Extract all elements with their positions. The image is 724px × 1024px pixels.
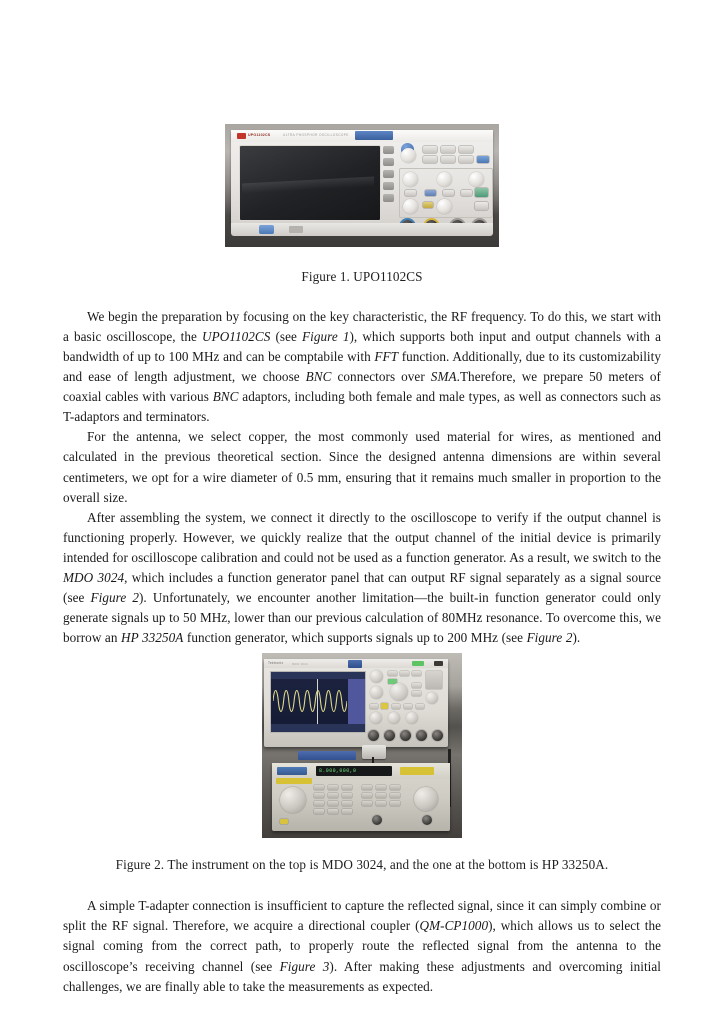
figure-1-block — [63, 124, 661, 252]
directional-coupler — [362, 745, 386, 759]
display-top-banner — [271, 672, 365, 679]
control-knob — [437, 199, 452, 214]
panel-button — [328, 801, 338, 806]
panel-button — [441, 146, 455, 153]
scope-front-panel — [368, 670, 445, 743]
oscilloscope-body — [231, 130, 493, 224]
panel-button — [376, 801, 386, 806]
side-button — [383, 182, 394, 190]
side-button — [383, 194, 394, 202]
figure-1-photo — [225, 124, 499, 247]
control-knob — [370, 670, 383, 683]
waveform-trace — [273, 679, 347, 724]
bnc-output-connector — [372, 815, 382, 825]
paragraph-directional-coupler: A simple T-adapter connection is insufficient to capture the reflected signal, since it can simply combine or split the RF signal. Therefore, we acquire a directional coupler (QM-CP1000), which allows us to select the signal coming from the correct path, to properly route the reflected signal from the antenna to the oscilloscope’s receiving channel (see Figure 3). After making these adjustments and overcoming initial challenges, we are finally able to take the measurements as expected. — [63, 898, 661, 994]
panel-button — [390, 785, 400, 790]
usb-port-icon — [289, 226, 303, 233]
panel-button — [412, 683, 421, 688]
panel-button — [390, 793, 400, 798]
bnc-connector-ch4 — [416, 730, 427, 741]
panel-button — [362, 801, 372, 806]
bnc-sync-connector — [422, 815, 432, 825]
oscilloscope-front-foot — [231, 223, 493, 236]
panel-button — [362, 793, 372, 798]
bnc-connector-ch2 — [384, 730, 395, 741]
unit-logo-icon — [237, 133, 246, 139]
mdo3024-oscilloscope — [264, 659, 448, 747]
figure-2-block — [63, 653, 661, 843]
panel-button — [416, 704, 424, 709]
panel-button-blue — [477, 156, 489, 163]
panel-button — [328, 809, 338, 814]
control-knob — [403, 199, 418, 214]
panel-button — [328, 785, 338, 790]
panel-button — [376, 793, 386, 798]
control-knob — [469, 172, 484, 187]
generator-display — [316, 766, 392, 776]
scope-display — [270, 671, 366, 733]
display-bottom-banner — [271, 724, 365, 732]
screen-side-buttons — [383, 146, 395, 206]
figure-1-caption: Figure 1. UPO1102CS — [301, 269, 423, 284]
generator-main-knob — [280, 787, 306, 813]
oscilloscope-screen — [239, 145, 381, 221]
keypad-block — [426, 671, 442, 689]
control-knob — [370, 686, 383, 699]
panel-button — [362, 785, 372, 790]
panel-button — [423, 146, 437, 153]
panel-button-yellow — [423, 202, 433, 208]
panel-button — [423, 156, 437, 163]
panel-button — [314, 793, 324, 798]
oscilloscope-top-bar — [231, 130, 493, 142]
paragraph-antenna-copper: For the antenna, we select copper, the most commonly used material for wires, as mentioned and calculated in the previous theoretical section. Since the designed antenna dimensions are within several centimeters, we opt for a wire diameter of 0.5 mm, ensuring that it remains much smaller in proportion to the overall size. — [63, 429, 661, 505]
panel-button — [475, 202, 488, 210]
panel-button — [400, 671, 409, 676]
front-panel-controls — [397, 144, 489, 220]
hp33250a-function-generator — [272, 763, 450, 831]
figure-2-photo — [262, 653, 462, 838]
panel-button — [405, 190, 416, 196]
panel-button — [412, 671, 421, 676]
side-button — [383, 170, 394, 178]
main-control-knob — [390, 683, 408, 701]
paragraph-assembly: After assembling the system, we connect it directly to the oscilloscope to verify if the output channel is functioning properly. However, we quickly realize that the output channel of the initial device is primarily intended for oscilloscope calibration and could not be used as a function generator. As a result, we switch to the MDO 3024, which includes a function generator panel that can output RF signal separately as a signal source (see Figure 2). Unfortunately, we encounter another limitation—the built-in function generator could only generate signals up to 50 MHz, lower than our previous calculation of 80MHz resonance. To overcome this, we borrow an HP 33250A function generator, which supports signals up to 200 MHz (see Figure 2). — [63, 509, 662, 646]
device-subtitle-text: ULTRA PHOSPHOR OSCILLOSCOPE — [283, 133, 349, 137]
panel-button — [459, 146, 473, 153]
blue-badge — [355, 131, 393, 140]
panel-button — [388, 671, 397, 676]
power-button — [259, 225, 274, 234]
brand-model-text: UPO1102CS — [248, 132, 271, 137]
control-knob — [437, 172, 452, 187]
black-button — [434, 661, 443, 666]
hp-logo-icon — [277, 767, 307, 775]
control-knob — [370, 712, 382, 724]
blue-badge — [348, 660, 362, 668]
control-knob — [401, 148, 416, 163]
scope-model-text: MDO 3024 — [292, 661, 308, 666]
panel-button — [342, 793, 352, 798]
generator-readout: 8.000,000,0 — [319, 768, 357, 775]
control-knob — [388, 712, 400, 724]
panel-button — [342, 785, 352, 790]
panel-button-yellow — [381, 703, 388, 709]
generator-output-knob — [414, 787, 438, 811]
panel-button — [390, 801, 400, 806]
display-side-menu — [348, 679, 365, 724]
generator-top-bar — [272, 763, 450, 779]
generator-yellow-label — [276, 778, 312, 784]
panel-button — [314, 801, 324, 806]
generator-model-badge — [400, 767, 434, 775]
figure-2-caption: Figure 2. The instrument on the top is MDO 3024, and the one at the bottom is HP 33250A. — [115, 857, 609, 873]
bnc-connector-aux — [432, 730, 443, 741]
panel-button — [314, 809, 324, 814]
panel-button — [370, 704, 378, 709]
bnc-connector-ch1 — [368, 730, 379, 741]
panel-button — [392, 704, 400, 709]
panel-button — [443, 190, 454, 196]
panel-button-yellow — [280, 819, 288, 824]
bnc-connector-ch3 — [400, 730, 411, 741]
panel-button — [328, 793, 338, 798]
panel-button — [342, 809, 352, 814]
panel-button — [314, 785, 324, 790]
side-button — [383, 158, 394, 166]
panel-button — [412, 691, 421, 696]
control-knob — [426, 692, 438, 704]
scope-top-bar — [264, 659, 448, 668]
panel-button — [404, 704, 412, 709]
control-knob — [406, 712, 418, 724]
panel-button-blue — [425, 190, 436, 196]
page-content — [63, 0, 661, 997]
panel-button — [342, 801, 352, 806]
blue-label-tape — [298, 751, 356, 760]
panel-button — [461, 190, 472, 196]
panel-button — [376, 785, 386, 790]
side-button — [383, 146, 394, 154]
panel-button-green — [475, 188, 488, 197]
panel-button — [459, 156, 473, 163]
paragraph-rf-frequency: We begin the preparation by focusing on the key characteristic, the RF frequency. To do this, we start with a basic oscilloscope, the UPO1102CS (see Figure 1), which supports both input and output channels with a bandwidth of up to 100 MHz and can be comptabile with FFT function. Additionally, due to its customizability and ease of length adjustment, we choose BNC connectors over SMA.Therefore, we prepare 50 meters of coaxial cables with various BNC adaptors, including both female and male types, as well as connectors such as T-adaptors and terminators. — [63, 308, 662, 425]
tektronix-brand-text: Tektronix — [268, 661, 284, 666]
control-knob — [403, 172, 418, 187]
green-button — [412, 661, 424, 666]
panel-button — [441, 156, 455, 163]
